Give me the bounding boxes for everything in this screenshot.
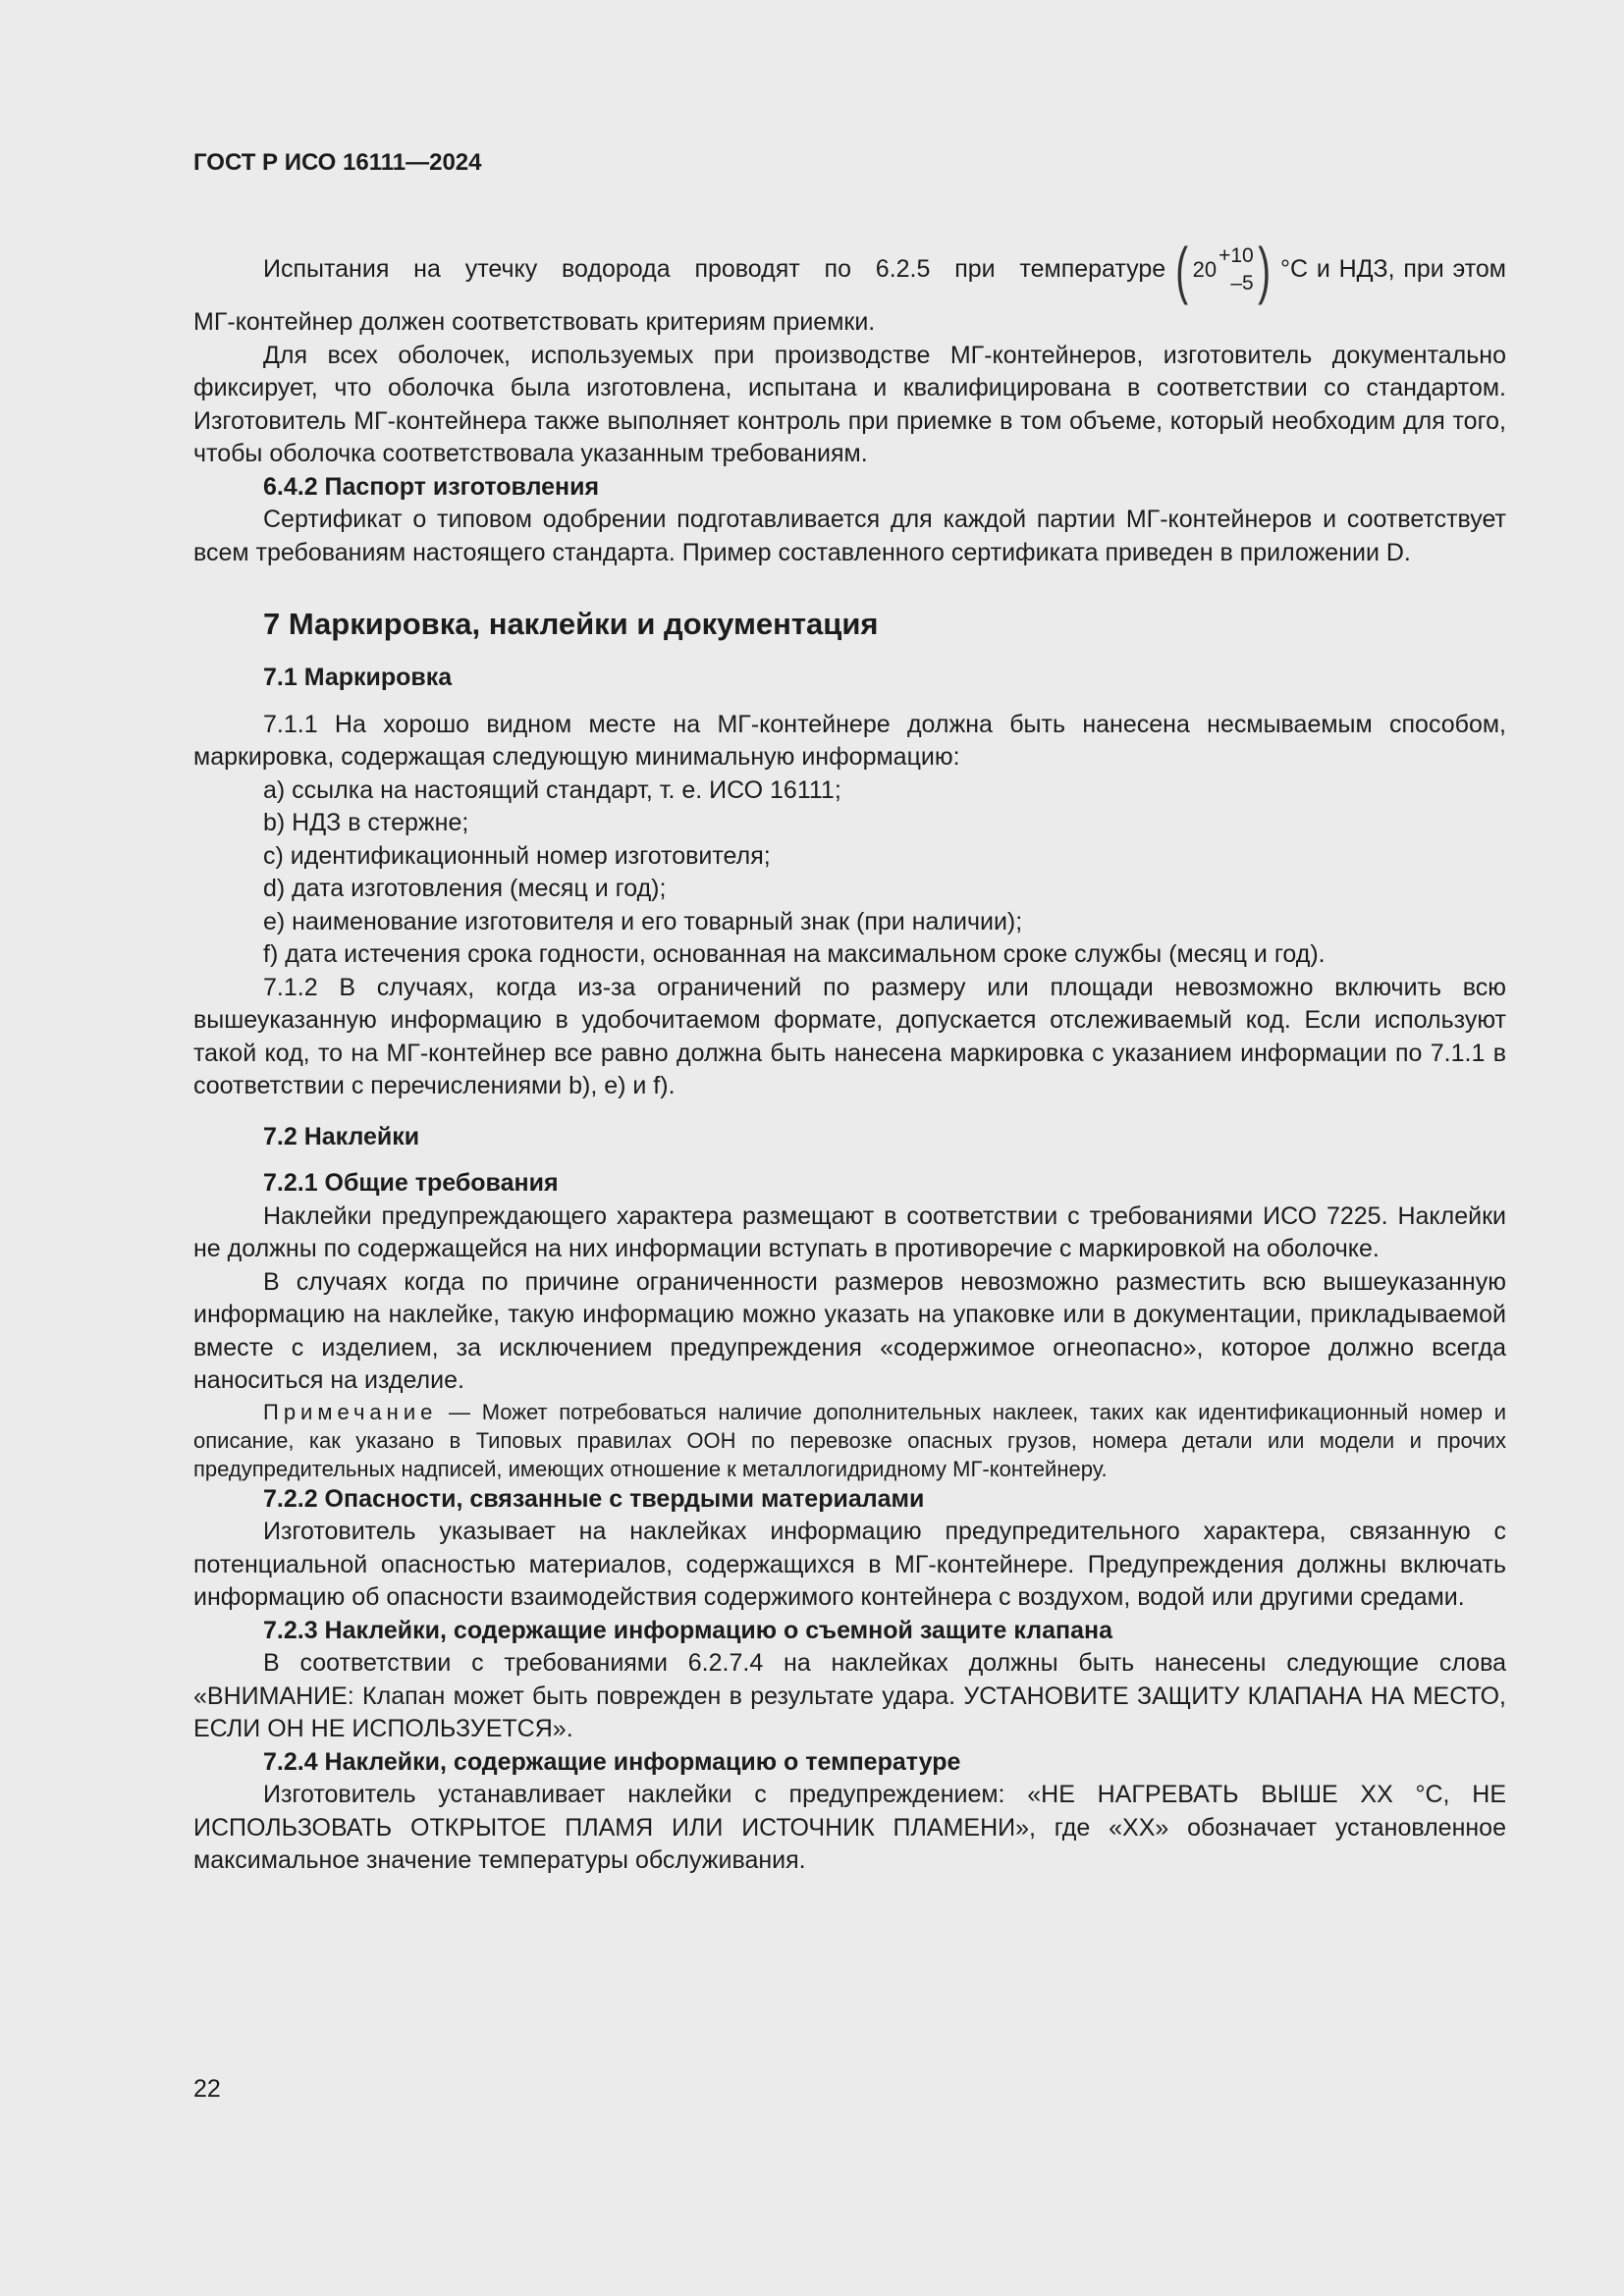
formula-continuation: МГ-контейнер должен соответствовать критериям приемки. <box>193 308 876 336</box>
note <box>193 1398 1506 1483</box>
temperature-formula <box>1171 235 1274 305</box>
heading-7-1: 7.1 Маркировка <box>263 664 453 691</box>
word: при <box>1403 255 1444 284</box>
list-item: c) идентификационный номер изготовителя; <box>263 841 771 870</box>
word: при <box>954 255 996 284</box>
word: температуре <box>1019 255 1166 284</box>
word: по <box>824 255 851 284</box>
list-item: a) ссылка на настоящий стандарт, т. е. ИСО 16111; <box>263 775 841 804</box>
word: этом <box>1452 255 1506 284</box>
list-item: d) дата изготовления (месяц и год); <box>263 875 667 902</box>
list-item: b) НДЗ в стержне; <box>263 809 469 836</box>
paragraph-7-1-2: 7.1.2 В случаях, когда из-за ограничений по размеру или площади невозможно включить всю вышеуказанную информацию в удобочитаемом формате, допускается отслеживаемый код. Если используют такой код, то на МГ-контейнер все равно должна быть нанесена маркировка с указанием информации по 7.1.1 в соответствии с перечислениями b), е) и f). <box>193 973 1506 1099</box>
document-header: ГОСТ Р ИСО 16111—2024 <box>193 149 482 176</box>
document-body <box>193 234 1506 1878</box>
word: проводят <box>694 255 800 284</box>
word: °С <box>1280 255 1309 284</box>
heading-7-2-4: 7.2.4 Наклейки, содержащие информацию о температуре <box>263 1747 961 1776</box>
note-text: — Может потребоваться наличие дополнительных наклеек, таких как идентификационный номер и описание, как указано в Типовых правилах ООН по перевозке опасных грузов, номера детали или модели и прочих предупредительных надписей, имеющих отношение к металлогидридному МГ-контейнеру. <box>193 1399 1506 1481</box>
heading-7-2-2: 7.2.2 Опасности, связанные с твердыми материалами <box>263 1484 925 1513</box>
list-item: e) наименование изготовителя и его товарный знак (при наличии); <box>263 907 1023 935</box>
formula-main <box>1193 242 1254 297</box>
list-item: f) дата истечения срока годности, основанная на максимальном сроке службы (месяц и год). <box>263 940 1326 968</box>
word: утечку <box>464 255 538 284</box>
paragraph-7-2-4: Изготовитель устанавливает наклейки с предупреждением: «НЕ НАГРЕВАТЬ ВЫШЕ ХХ °С, НЕ ИСПОЛЬЗОВАТЬ ОТКРЫТОЕ ПЛАМЯ ИЛИ ИСТОЧНИК ПЛАМЕНИ», где «ХХ» обозначает установленное максимальное значение температуры обслуживания. <box>193 1781 1506 1874</box>
formula-sup: +10 <box>1218 244 1254 267</box>
word: Испытания <box>263 255 390 284</box>
paragraph-shells: Для всех оболочек, используемых при производстве МГ-контейнеров, изготовитель документально фиксирует, что оболочка была изготовлена, испытана и квалифицирована в соответствии со стандартом. Изготовитель МГ-контейнера также выполняет контроль при приемке в том объеме, который необходим для того, чтобы оболочка соответствовала указанным требованиям. <box>193 341 1506 467</box>
close-paren: ) <box>1257 235 1271 305</box>
word: на <box>413 255 441 284</box>
heading-7-2-3: 7.2.3 Наклейки, содержащие информацию о съемной защите клапана <box>263 1616 1112 1644</box>
heading-7-2-1: 7.2.1 Общие требования <box>263 1169 559 1197</box>
heading-section-7: 7 Маркировка, наклейки и документация <box>263 607 879 641</box>
formula-sub: –5 <box>1230 272 1254 294</box>
paragraph-7-2-3: В соответствии с требованиями 6.2.7.4 на наклейках должны быть нанесены следующие слова «ВНИМАНИЕ: Клапан может быть поврежден в результате удара. УСТАНОВИТЕ ЗАЩИТУ КЛАПАНА НА МЕСТО, ЕСЛИ ОН НЕ ИСПОЛЬЗУЕТСЯ». <box>193 1649 1506 1742</box>
note-label: Примечание <box>263 1399 438 1424</box>
paragraph-7-2-2: Изготовитель указывает на наклейках информацию предупредительного характера, связанную с потенциальной опасностью материалов, содержащихся в МГ-контейнере. Предупреждения должны включать информацию об опасности взаимодействия содержимого контейнера с воздухом, водой или другими средами. <box>193 1518 1506 1611</box>
word: водорода <box>562 255 671 284</box>
heading-6-4-2: 6.4.2 Паспорт изготовления <box>263 472 600 501</box>
formula-tolerance <box>1218 242 1254 297</box>
word: и <box>1316 255 1330 284</box>
formula-text-after <box>1280 253 1506 287</box>
paragraph-6-4-2: Сертификат о типовом одобрении подготавливается для каждой партии МГ-контейнеров и соответствует всем требованиям настоящего стандарта. Пример составленного сертификата приведен в приложении D. <box>193 506 1506 566</box>
word: НДЗ, <box>1338 255 1395 284</box>
paragraph-7-2-1-a: Наклейки предупреждающего характера размещают в соответствии с требованиями ИСО 7225. Наклейки не должны по содержащейся на них информации вступать в противоречие с маркировкой на оболочке. <box>193 1201 1506 1262</box>
word: 6.2.5 <box>875 255 931 284</box>
page-number: 22 <box>193 2075 221 2103</box>
formula-paragraph <box>193 234 1506 306</box>
formula-base: 20 <box>1192 257 1218 283</box>
formula-text-before <box>193 253 1165 287</box>
open-paren: ( <box>1175 235 1189 305</box>
paragraph-7-2-1-b: В случаях когда по причине ограниченности размеров невозможно разместить всю вышеуказанную информацию на наклейке, такую информацию можно указать на упаковке или в документации, прикладываемой вместе с изделием, за исключением предупреждения «содержимое огнеопасно», которое должно всегда наноситься на изделие. <box>193 1267 1506 1394</box>
paragraph-7-1-1: 7.1.1 На хорошо видном месте на МГ-контейнере должна быть нанесена несмываемым способом, маркировка, содержащая следующую минимальную информацию: <box>193 710 1506 771</box>
heading-7-2: 7.2 Наклейки <box>263 1122 420 1150</box>
